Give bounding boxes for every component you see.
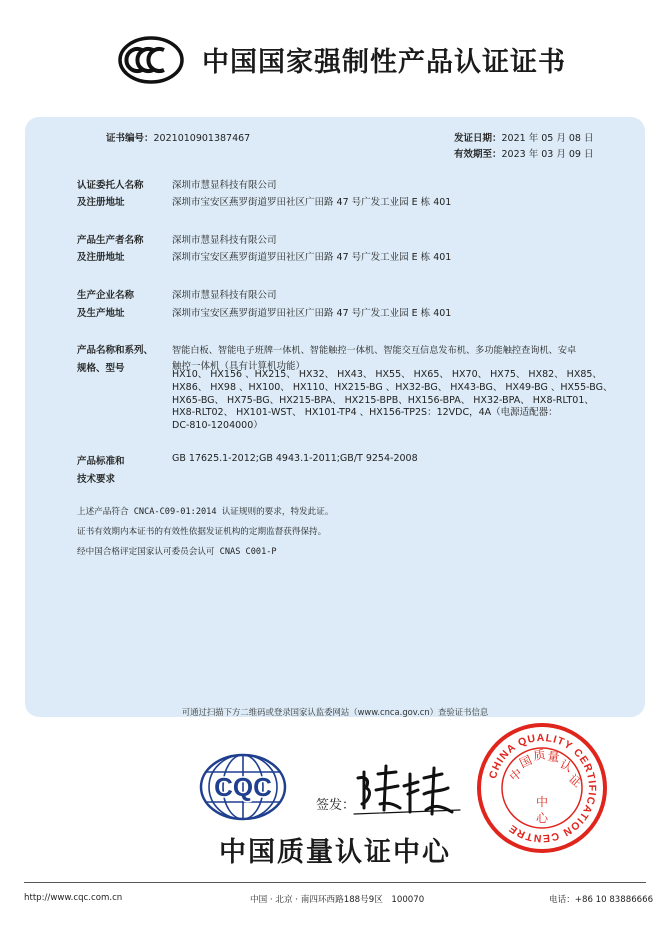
note-validity: 证书有效期内本证书的有效性依据发证机构的定期监督获得保持。 xyxy=(77,527,327,537)
model-line: DC-810-1204000） xyxy=(172,420,263,432)
cqc-logo-icon xyxy=(198,752,288,822)
certificate-title: 中国国家强制性产品认证证书 xyxy=(202,47,566,78)
cert-number: 2021010901387467 xyxy=(153,133,251,144)
footer-phone-row xyxy=(549,893,653,905)
applicant-address-label: 及注册地址 xyxy=(77,197,125,208)
applicant-label: 认证委托人名称 xyxy=(77,180,144,191)
applicant-name: 深圳市慧显科技有限公司 xyxy=(172,180,277,191)
model-line: HX65-BG、 HX75-BG、HX215-BPA、 HX215-BPB、HX156-BPA、 HX32-BPA、 HX8-RLT01、 xyxy=(172,394,594,406)
product-names-line1: 智能白板、智能电子班牌一体机、智能触控一体机、智能交互信息发布机、多功能触控查询机、安卓 xyxy=(172,345,577,356)
manufacturer-label: 产品生产者名称 xyxy=(77,235,144,246)
issue-date-label: 发证日期： xyxy=(454,133,502,144)
model-line: HX8-RLT02、 HX101-WST、 HX101-TP4 、HX156-TP2S：12VDC，4A（电源适配器： xyxy=(172,407,558,419)
model-line: HX86、 HX98 、HX100、 HX110、HX215-BG 、HX32-BG、 HX43-BG、 HX49-BG 、HX55-BG、 xyxy=(172,381,613,393)
expiry-date-label: 有效期至： xyxy=(454,149,502,160)
seal-ring-text: CHINA QUALITY CERTIFICATION CENTRE xyxy=(486,731,599,845)
certificate-header xyxy=(0,0,670,110)
factory-address: 深圳市宝安区燕罗街道罗田社区广田路 47 号广发工业园 E 栋 401 xyxy=(172,308,452,319)
footer-phone-label: 电话： xyxy=(549,895,575,905)
svg-text:量: 量 xyxy=(546,749,561,765)
applicant-address: 深圳市宝安区燕罗街道罗田社区广田路 47 号广发工业园 E 栋 401 xyxy=(172,197,452,208)
product-label: 产品名称和系列、 xyxy=(77,345,154,356)
cert-number-label: 证书编号： xyxy=(106,133,154,144)
svg-text:证: 证 xyxy=(566,771,585,791)
manufacturer-address: 深圳市宝安区燕罗街道罗田社区广田路 47 号广发工业园 E 栋 401 xyxy=(172,252,452,263)
factory-name: 深圳市慧显科技有限公司 xyxy=(172,290,277,301)
svg-text:质: 质 xyxy=(532,747,547,763)
manufacturer-address-label: 及注册地址 xyxy=(77,252,125,263)
factory-address-label: 及生产地址 xyxy=(77,308,125,319)
product-spec-label: 规格、型号 xyxy=(77,363,125,374)
note-compliance: 上述产品符合 CNCA-C09-01:2014 认证规则的要求，特发此证。 xyxy=(77,507,334,517)
svg-text:国: 国 xyxy=(517,752,535,771)
svg-text:心: 心 xyxy=(536,811,549,825)
issue-date: 2021 年 05 月 08 日 xyxy=(501,133,594,144)
expiry-date-row xyxy=(454,146,593,160)
svg-text:认: 认 xyxy=(557,757,575,775)
verification-instructions: 可通过扫描下方二维码或登录国家认监委网站（www.cnca.gov.cn）查验证书信息 xyxy=(181,707,489,717)
product-names-line2: 触控一体机（具有计算机功能） xyxy=(172,361,306,372)
footer-website[interactable]: http://www.cqc.com.cn xyxy=(24,893,123,903)
footer-address: 中国 · 北京 · 南四环西路188号9区 100070 xyxy=(250,895,425,905)
factory-label: 生产企业名称 xyxy=(77,290,135,301)
manufacturer-name: 深圳市慧显科技有限公司 xyxy=(172,235,277,246)
note-accreditation: 经中国合格评定国家认可委员会认可 CNAS C001-P xyxy=(77,547,277,557)
model-line: HX10、 HX156 、HX215、 HX32、 HX43、 HX55、 HX65、 HX70、 HX75、 HX82、 HX85、 xyxy=(172,369,602,380)
footer-divider xyxy=(24,882,646,883)
cert-number-row xyxy=(106,130,250,144)
issuing-organization: 中国质量认证中心 xyxy=(219,837,451,868)
footer-phone: +86 10 83886666 xyxy=(574,895,654,905)
signature-label: 签发： xyxy=(316,798,356,813)
expiry-date: 2023 年 03 月 09 日 xyxy=(501,149,594,160)
svg-text:中: 中 xyxy=(506,765,526,785)
cqc-logo-text: CQC xyxy=(214,772,272,802)
ccc-logo-icon xyxy=(118,36,184,84)
standards-label: 产品标准和 xyxy=(77,456,125,467)
issue-date-row xyxy=(454,130,593,144)
red-seal-icon xyxy=(476,722,608,854)
product-models xyxy=(172,369,630,433)
svg-text:中: 中 xyxy=(536,795,549,809)
standards-label-2: 技术要求 xyxy=(77,474,116,485)
handwritten-signature-icon xyxy=(352,760,462,820)
standards-value: GB 17625.1-2012;GB 4943.1-2011;GB/T 9254-2008 xyxy=(172,453,418,464)
